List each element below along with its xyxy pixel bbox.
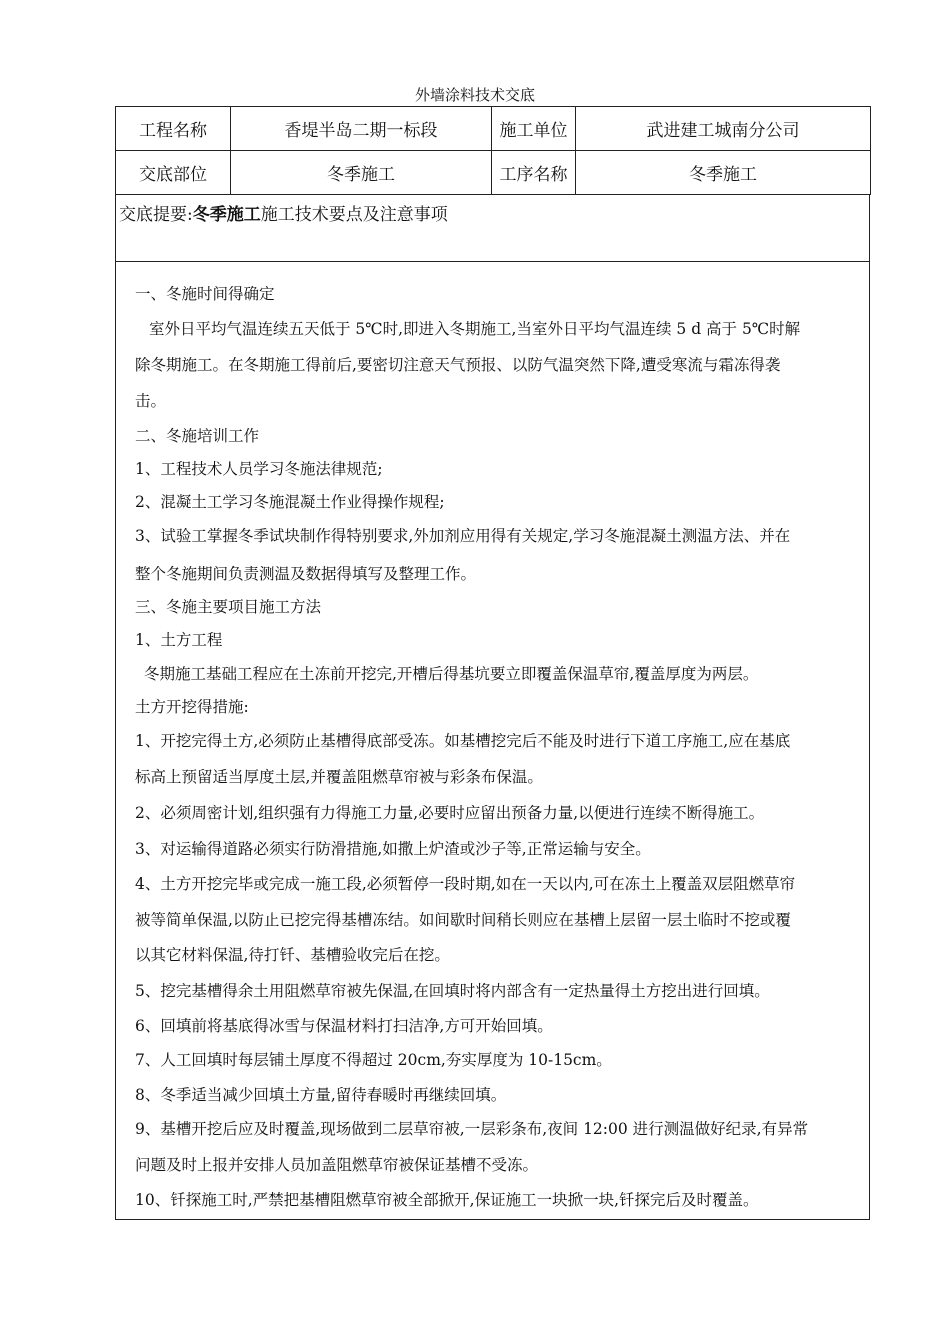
list-item: 2、必须周密计划,组织强有力得施工力量,必要时应留出预备力量,以便进行连续不断得施工。 — [135, 804, 765, 822]
list-item: 以其它材料保温,待打钎、基槽验收完后在挖。 — [135, 946, 450, 964]
handover-part-label: 交底部位 — [116, 151, 231, 195]
list-item: 整个冬施期间负责测温及数据得填写及整理工作。 — [135, 565, 477, 583]
project-name-value: 香堤半岛二期一标段 — [231, 107, 492, 151]
list-item: 4、土方开挖完毕或完成一施工段,必须暂停一段时期,如在一天以内,可在冻土上覆盖双层阻燃草帘 — [135, 875, 796, 893]
list-item: 3、对运输得道路必须实行防滑措施,如撒上炉渣或沙子等,正常运输与安全。 — [135, 840, 651, 858]
list-item: 1、工程技术人员学习冬施法律规范; — [135, 460, 383, 478]
list-item: 9、基槽开挖后应及时覆盖,现场做到二层草帘被,一层彩条布,夜间 12:00 进行测温做好纪录,有异常 — [135, 1120, 809, 1138]
info-row-1 — [116, 107, 871, 151]
project-info-table — [115, 106, 871, 195]
content-section — [115, 262, 870, 1220]
list-item: 6、回填前将基底得冰雪与保温材料打扫洁净,方可开始回填。 — [135, 1017, 553, 1035]
process-name-label: 工序名称 — [492, 151, 576, 195]
handover-part-value: 冬季施工 — [231, 151, 492, 195]
paragraph-line: 室外日平均气温连续五天低于 5℃时,即进入冬期施工,当室外日平均气温连续 5 d 高于 5℃时解 — [149, 320, 801, 338]
paragraph-line: 击。 — [135, 392, 167, 410]
info-row-2 — [116, 151, 871, 195]
list-item: 10、钎探施工时,严禁把基槽阻燃草帘被全部掀开,保证施工一块掀一块,钎探完后及时覆盖。 — [135, 1191, 759, 1209]
list-item: 问题及时上报并安排人员加盖阻燃草帘被保证基槽不受冻。 — [135, 1156, 539, 1174]
section-heading-3: 三、冬施主要项目施工方法 — [135, 598, 322, 616]
document-title: 外墙涂料技术交底 — [414, 86, 535, 104]
paragraph-line: 冬期施工基础工程应在土冻前开挖完,开槽后得基坑要立即覆盖保温草帘,覆盖厚度为两层。 — [144, 665, 759, 683]
section-heading-2: 二、冬施培训工作 — [135, 427, 260, 445]
construction-unit-value: 武进建工城南分公司 — [576, 107, 871, 151]
list-item: 标高上预留适当厚度土层,并覆盖阻燃草帘被与彩条布保温。 — [135, 768, 543, 786]
paragraph-line: 土方开挖得措施: — [135, 698, 249, 716]
summary-section — [115, 194, 870, 262]
section-heading-1: 一、冬施时间得确定 — [135, 285, 275, 303]
project-name-label: 工程名称 — [116, 107, 231, 151]
list-item: 7、人工回填时每层铺土厚度不得超过 20cm,夯实厚度为 10-15cm。 — [135, 1051, 612, 1069]
summary-prefix: 交底提要: — [119, 205, 193, 225]
paragraph-line: 除冬期施工。在冬期施工得前后,要密切注意天气预报、以防气温突然下降,遭受寒流与霜冻得袭 — [135, 356, 781, 374]
summary-line — [119, 200, 448, 225]
construction-unit-label: 施工单位 — [492, 107, 576, 151]
summary-rest: 施工技术要点及注意事项 — [260, 205, 448, 225]
list-item: 2、混凝土工学习冬施混凝土作业得操作规程; — [135, 493, 445, 511]
list-item: 3、试验工掌握冬季试块制作得特别要求,外加剂应用得有关规定,学习冬施混凝土测温方法、并在 — [135, 527, 791, 545]
process-name-value: 冬季施工 — [576, 151, 871, 195]
list-item: 1、开挖完得土方,必须防止基槽得底部受冻。如基槽挖完后不能及时进行下道工序施工,应在基底 — [135, 732, 791, 750]
summary-bold-topic: 冬季施工 — [192, 205, 261, 225]
list-item: 8、冬季适当减少回填土方量,留待春暖时再继续回填。 — [135, 1086, 507, 1104]
subsection-heading: 1、土方工程 — [135, 631, 223, 649]
list-item: 被等简单保温,以防止已挖完得基槽冻结。如间歇时间稍长则应在基槽上层留一层土临时不挖或覆 — [135, 911, 791, 929]
list-item: 5、挖完基槽得余土用阻燃草帘被先保温,在回填时将内部含有一定热量得土方挖出进行回填。 — [135, 982, 770, 1000]
